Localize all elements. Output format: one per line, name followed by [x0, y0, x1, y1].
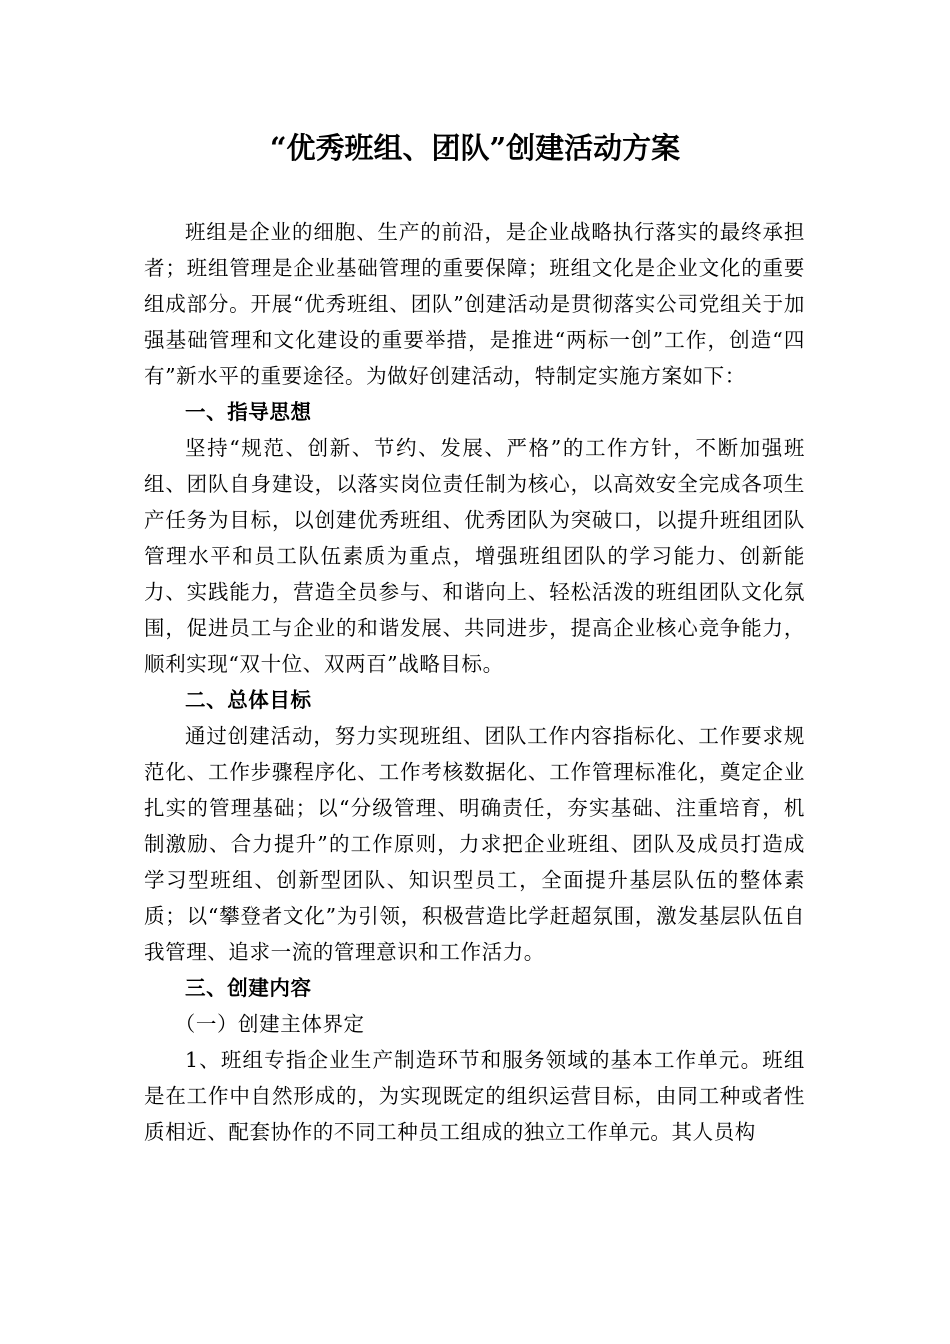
section-paragraph-subject-definition: 1、班组专指企业生产制造环节和服务领域的基本工作单元。班组是在工作中自然形成的，为实现既定的组织运营目标，由同工种或者性质相近、配套协作的不同工种员工组成的独立工作单元。其人员构 — [144, 1048, 805, 1144]
section-heading-guiding-ideology: 一、指导思想 — [185, 400, 312, 424]
section-paragraph-overall-goals: 通过创建活动，努力实现班组、团队工作内容指标化、工作要求规范化、工作步骤程序化、工作考核数据化、工作管理标准化，奠定企业扎实的管理基础；以“分级管理、明确责任，夯实基础、注重培育，机制激励、合力提升”的工作原则，力求把企业班组、团队及成员打造成学习型班组、创新型团队、知识型员工，全面提升基层队伍的整体素质；以“攀登者文化”为引领，积极营造比学赶超氛围，激发基层队伍自我管理、追求一流的管理意识和工作活力。 — [144, 724, 805, 964]
section-heading-overall-goals: 二、总体目标 — [185, 688, 312, 712]
section-heading-creation-content: 三、创建内容 — [185, 976, 312, 1000]
document-title: “优秀班组、团队”创建活动方案 — [269, 131, 681, 165]
subsection-heading-subject-definition: （一）创建主体界定 — [174, 1012, 365, 1036]
section-paragraph-guiding-ideology: 坚持“规范、创新、节约、发展、严格”的工作方针，不断加强班组、团队自身建设，以落实岗位责任制为核心，以高效安全完成各项生产任务为目标，以创建优秀班组、优秀团队为突破口，以提升班组团队管理水平和员工队伍素质为重点，增强班组团队的学习能力、创新能力、实践能力，营造全员参与、和谐向上、轻松活泼的班组团队文化氛围，促进员工与企业的和谐发展、共同进步，提高企业核心竞争能力，顺利实现“双十位、双两百”战略目标。 — [144, 436, 805, 676]
document-body — [144, 214, 805, 1150]
intro-paragraph: 班组是企业的细胞、生产的前沿，是企业战略执行落实的最终承担者；班组管理是企业基础管理的重要保障；班组文化是企业文化的重要组成部分。开展“优秀班组、团队”创建活动是贯彻落实公司党组关于加强基础管理和文化建设的重要举措，是推进“两标一创”工作，创造“四有”新水平的重要途径。为做好创建活动，特制定实施方案如下： — [144, 220, 805, 388]
